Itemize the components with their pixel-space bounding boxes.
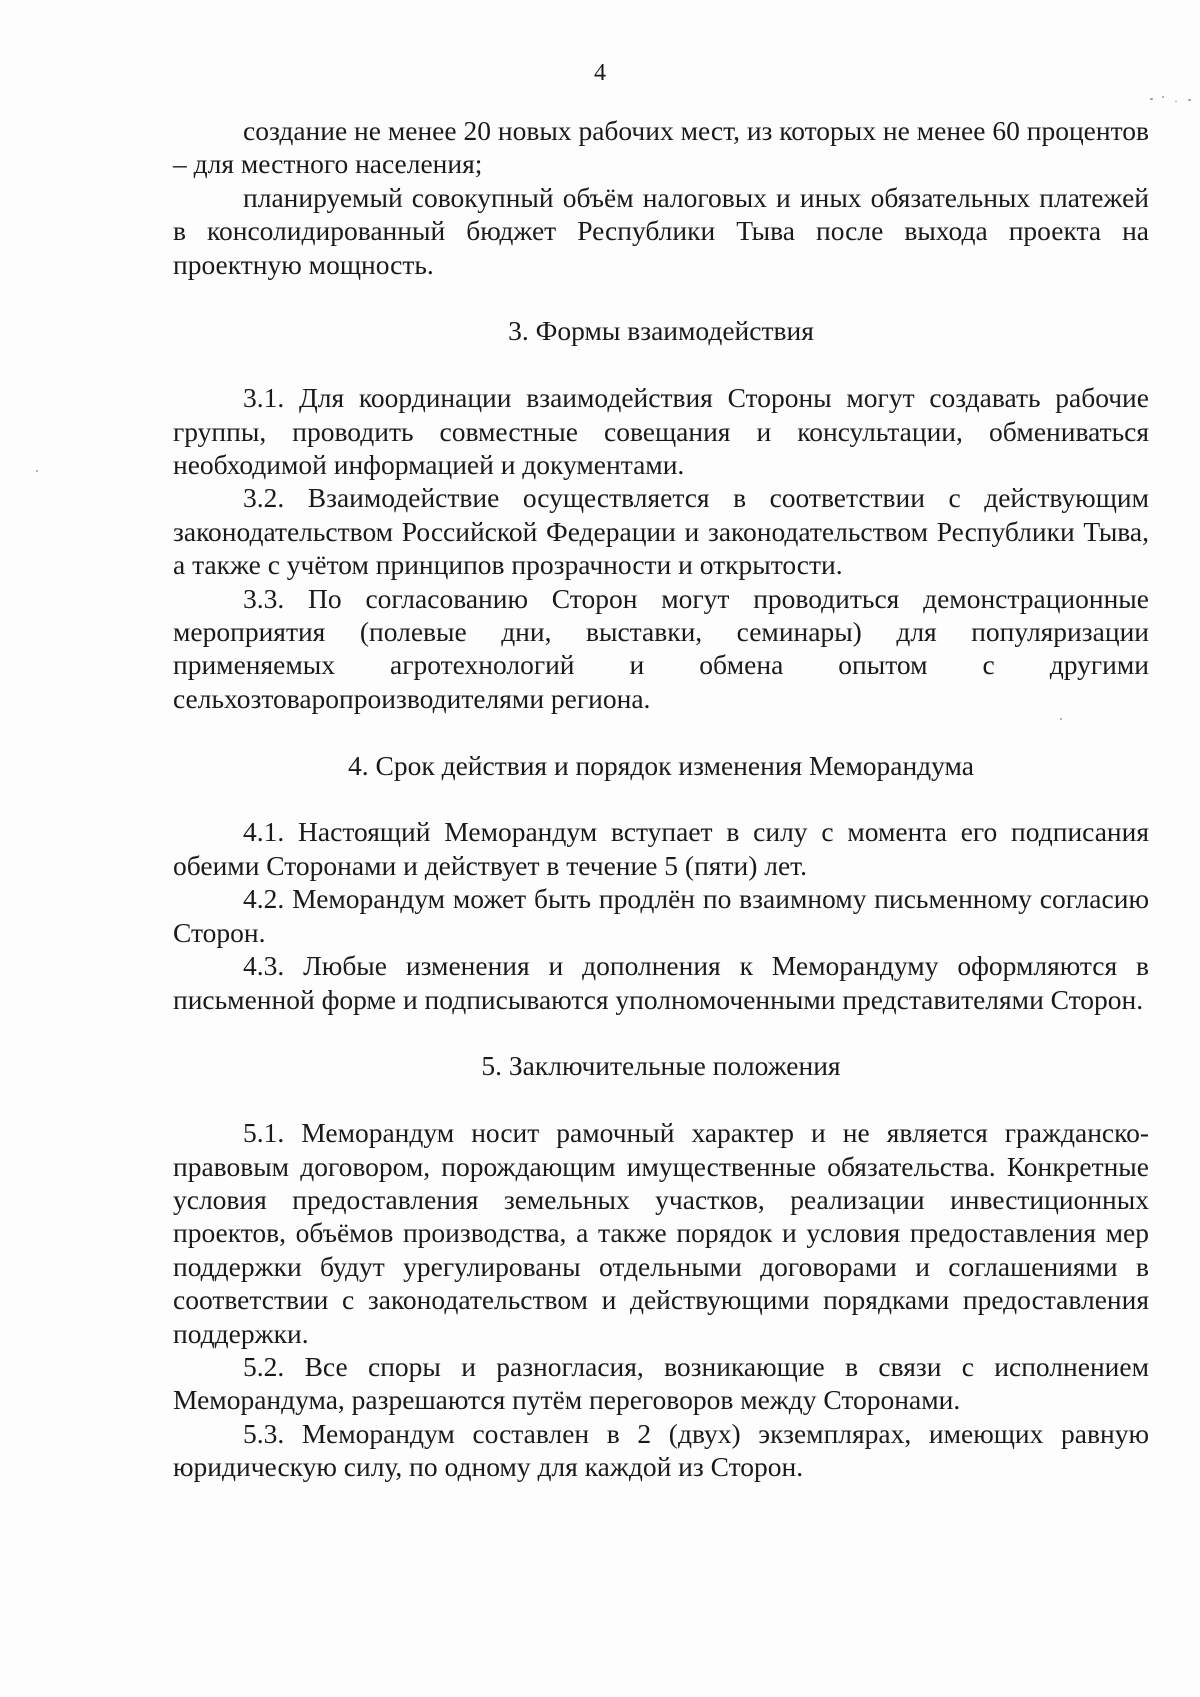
clause-4-1: 4.1. Настоящий Меморандум вступает в силу с момента его подписания обеими Сторонами и действует в течение 5 (пяти) лет. — [173, 816, 1149, 881]
clause-5-2: 5.2. Все споры и разногласия, возникающие в связи с исполнением Меморандума, разрешаются путём переговоров между Сторонами. — [173, 1350, 1149, 1416]
paragraph-jobs: создание не менее 20 новых рабочих мест, из которых не менее 60 процентов – для местного населения; — [173, 115, 1149, 180]
clause-5-1: 5.1. Меморандум носит рамочный характер и не является гражданско-правовым договором, порождающим имущественные обязательства. Конкретные условия предоставления земельных участков, реализации инвестиционных проектов, объёмов производства, а также порядок и условия предоставления мер поддержки будут урегулированы отдельными договорами и соглашениями в соответствии с законодательством и действующими порядками предоставления поддержки. — [173, 1117, 1149, 1349]
section-heading-3: 3. Формы взаимодействия — [508, 315, 814, 347]
page-number: 4 — [594, 60, 606, 86]
scan-speck — [1175, 101, 1177, 102]
clause-3-3: 3.3. По согласованию Сторон могут проводиться демонстрационные мероприятия (полевые дни, выставки, семинары) для популяризации применяемых агротехнологий и обмена опытом с другими сельхозтоваропроизводителями региона. — [173, 582, 1149, 714]
spacer — [173, 715, 1149, 748]
clause-5-3: 5.3. Меморандум составлен в 2 (двух) экземплярах, имеющих равную юридическую силу, по одному для каждой из Сторон. — [173, 1417, 1149, 1483]
scan-speck — [1162, 96, 1164, 98]
section-heading-5: 5. Заключительные положения — [481, 1050, 841, 1082]
paragraph-tax-payments: планируемый совокупный объём налоговых и иных обязательных платежей в консолидированный бюджет Республики Тыва после выхода проекта на проектную мощность. — [173, 181, 1149, 280]
document-body — [173, 114, 1149, 1484]
spacer — [173, 1083, 1149, 1116]
scan-speck — [1188, 99, 1191, 101]
clause-4-3: 4.3. Любые изменения и дополнения к Меморандуму оформляются в письменной форме и подписываются уполномоченными представителями Сторон. — [173, 950, 1149, 1015]
scan-speck — [36, 470, 38, 472]
clause-4-2: 4.2. Меморандум может быть продлён по взаимному письменному согласию Сторон. — [173, 883, 1149, 948]
spacer — [173, 1016, 1149, 1049]
spacer — [173, 348, 1149, 381]
spacer — [173, 281, 1149, 314]
clause-3-1: 3.1. Для координации взаимодействия Стороны могут создавать рабочие группы, проводить совместные совещания и консультации, обмениваться необходимой информацией и документами. — [173, 382, 1149, 481]
scan-speck — [1060, 718, 1062, 720]
spacer — [173, 782, 1149, 815]
scan-speck — [1150, 98, 1153, 100]
clause-3-2: 3.2. Взаимодействие осуществляется в соответствии с действующим законодательством Российской Федерации и законодательством Республики Тыва, а также с учётом принципов прозрачности и открытости. — [173, 482, 1149, 581]
section-heading-4: 4. Срок действия и порядок изменения Меморандума — [348, 749, 974, 781]
